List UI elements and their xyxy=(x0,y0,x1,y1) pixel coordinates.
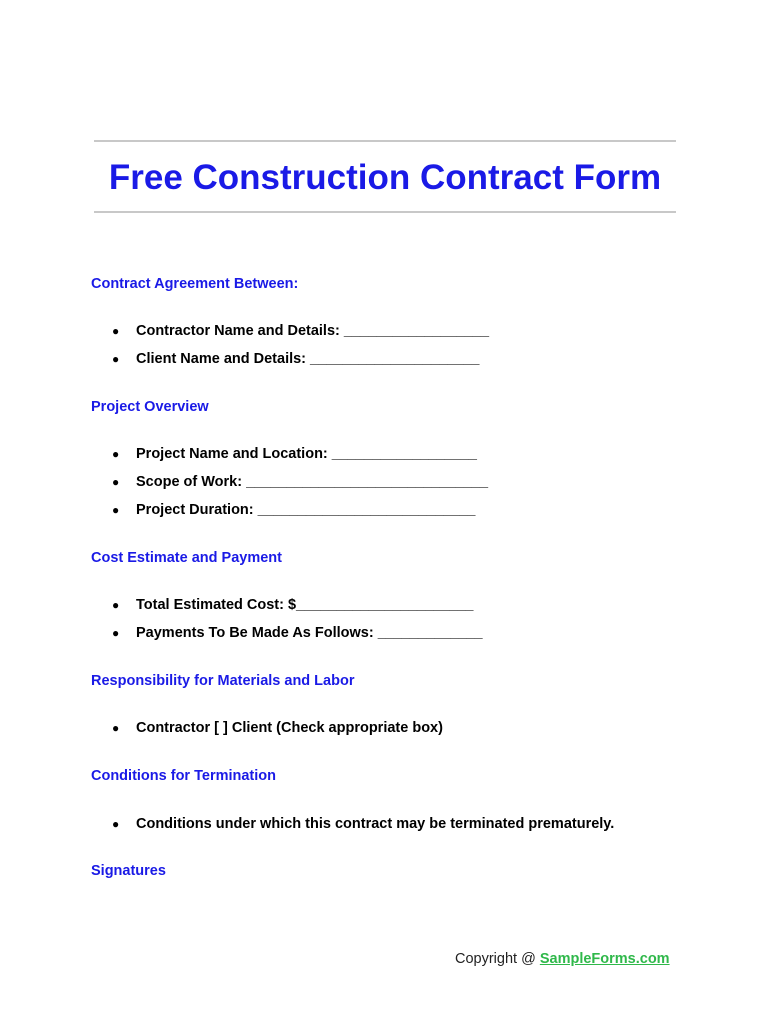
section-heading-project-overview: Project Overview xyxy=(91,399,209,415)
list-item-text: Contractor [ ] Client (Check appropriate box) xyxy=(136,720,443,736)
bullet-icon: ● xyxy=(112,626,120,640)
list-item-check-box xyxy=(112,719,443,737)
list-item-client-name xyxy=(112,350,479,368)
list-item-text: Project Duration: ___________________________ xyxy=(136,502,476,518)
site-link[interactable]: SampleForms.com xyxy=(539,951,670,967)
section-heading-signatures: Signatures xyxy=(91,863,166,879)
list-item-termination-conditions xyxy=(112,815,614,833)
bullet-icon: ● xyxy=(112,721,120,735)
list-item-payments xyxy=(112,624,483,642)
list-item-text: Contractor Name and Details: __________________ xyxy=(136,323,490,339)
copyright-prefix: Copyright @ xyxy=(455,951,540,967)
list-item-text: Scope of Work: ______________________________ xyxy=(136,474,489,490)
section-heading-termination: Conditions for Termination xyxy=(91,768,276,784)
section-heading-cost-estimate: Cost Estimate and Payment xyxy=(91,550,282,566)
list-item-text: Conditions under which this contract may be terminated prematurely. xyxy=(136,816,615,832)
list-item-text: Project Name and Location: __________________ xyxy=(136,446,477,462)
list-item-project-duration xyxy=(112,501,475,519)
list-item-project-name xyxy=(112,445,477,463)
bullet-icon: ● xyxy=(112,352,120,366)
list-item-total-cost xyxy=(112,596,473,614)
bullet-icon: ● xyxy=(112,475,120,489)
list-item-text: Total Estimated Cost: $______________________ xyxy=(136,597,474,613)
section-heading-materials-labor: Responsibility for Materials and Labor xyxy=(91,673,355,689)
list-item-contractor-name xyxy=(112,322,489,340)
list-item-text: Client Name and Details: _____________________ xyxy=(136,351,480,367)
document-title: Free Construction Contract Form xyxy=(108,158,662,197)
list-item-scope-of-work xyxy=(112,473,488,491)
section-heading-contract-agreement: Contract Agreement Between: xyxy=(91,276,299,292)
bullet-icon: ● xyxy=(112,447,120,461)
bullet-icon: ● xyxy=(112,324,120,338)
list-item-text: Payments To Be Made As Follows: _____________ xyxy=(136,625,483,641)
bullet-icon: ● xyxy=(112,598,120,612)
bullet-icon: ● xyxy=(112,817,120,831)
bullet-icon: ● xyxy=(112,503,120,517)
title-bottom-divider xyxy=(94,211,676,213)
title-top-divider xyxy=(94,140,676,142)
copyright-footer xyxy=(455,950,670,968)
